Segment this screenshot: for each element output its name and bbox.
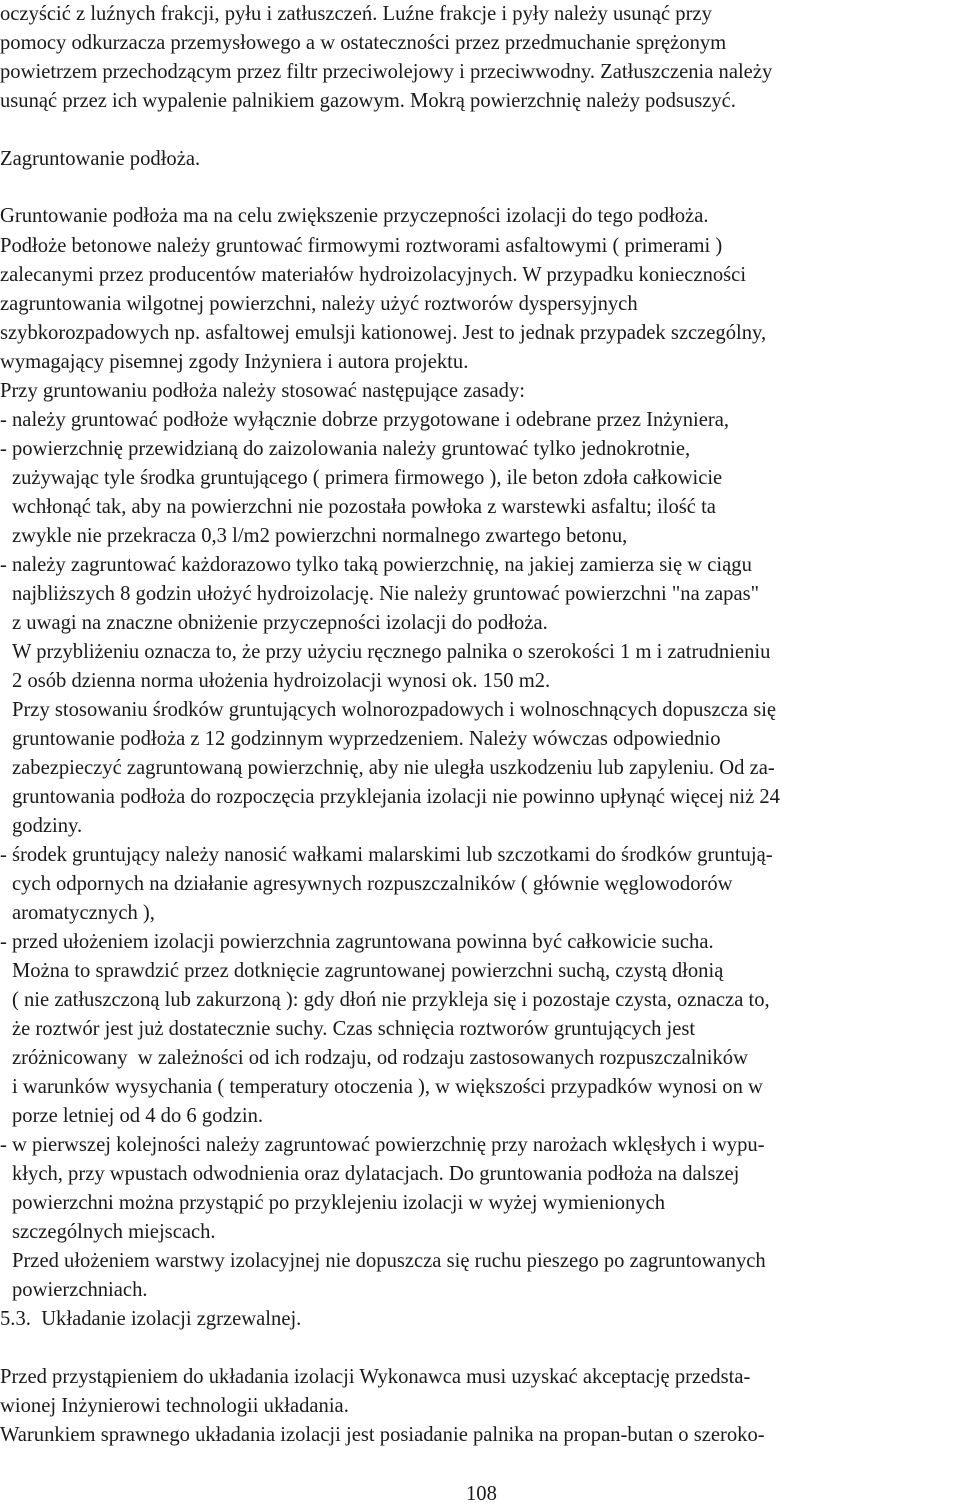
- text-line: najbliższych 8 godzin ułożyć hydroizolację. Nie należy gruntować powierzchni "na zapas": [12, 583, 760, 605]
- text-line: szczególnych miejscach.: [12, 1221, 216, 1243]
- text-line: Przy gruntowaniu podłoża należy stosować następujące zasady:: [0, 380, 525, 402]
- text-line: oczyścić z luźnych frakcji, pyłu i zatłuszczeń. Luźne frakcje i pyły należy usunąć przy: [0, 3, 712, 25]
- text-line: pomocy odkurzacza przemysłowego a w ostateczności przez przedmuchanie sprężonym: [0, 32, 727, 54]
- text-line: zabezpieczyć zagruntowaną powierzchnię, aby nie uległa uszkodzeniu lub zapyleniu. Od za-: [12, 757, 775, 779]
- text-line: zróżnicowany w zależności od ich rodzaju, od rodzaju zastosowanych rozpuszczalników: [12, 1047, 748, 1069]
- list-item: - powierzchnię przewidzianą do zaizolowania należy gruntować tylko jednokrotnie,: [0, 438, 691, 460]
- text-line: zagruntowania wilgotnej powierzchni, należy użyć roztworów dyspersyjnych: [0, 293, 638, 315]
- section-heading: 5.3. Układanie izolacji zgrzewalnej.: [0, 1308, 302, 1330]
- text-line: że roztwór jest już dostatecznie suchy. Czas schnięcia roztworów gruntujących jest: [12, 1018, 696, 1040]
- text-line: i warunków wysychania ( temperatury otoczenia ), w większości przypadków wynosi on w: [12, 1076, 763, 1098]
- text-line: zużywając tyle środka gruntującego ( primera firmowego ), ile beton zdoła całkowicie: [12, 467, 723, 489]
- text-line: powierzchniach.: [12, 1279, 148, 1301]
- text-line: Warunkiem sprawnego układania izolacji jest posiadanie palnika na propan-butan o szeroko-: [0, 1424, 765, 1446]
- text-line: zwykle nie przekracza 0,3 l/m2 powierzchni normalnego zwartego betonu,: [12, 525, 628, 547]
- text-line: cych odpornych na działanie agresywnych rozpuszczalników ( głównie węglowodorów: [12, 873, 733, 895]
- text-line: wionej Inżynierowi technologii układania.: [0, 1395, 349, 1417]
- text-line: ( nie zatłuszczoną lub zakurzoną ): gdy dłoń nie przykleja się i pozostaje czysta, oznacza to,: [12, 989, 770, 1011]
- text-line: wymagający pisemnej zgody Inżyniera i autora projektu.: [0, 351, 469, 373]
- text-line: 2 osób dzienna norma ułożenia hydroizolacji wynosi ok. 150 m2.: [12, 670, 551, 692]
- text-line: porze letniej od 4 do 6 godzin.: [12, 1105, 264, 1127]
- text-line: zalecanymi przez producentów materiałów hydroizolacyjnych. W przypadku konieczności: [0, 264, 747, 286]
- text-line: Przed ułożeniem warstwy izolacyjnej nie dopuszcza się ruchu pieszego po zagruntowanych: [12, 1250, 766, 1272]
- list-item: - w pierwszej kolejności należy zagruntować powierzchnię przy narożach wklęsłych i wypu-: [0, 1134, 765, 1156]
- text-line: Przy stosowaniu środków gruntujących wolnorozpadowych i wolnoschnących dopuszcza się: [12, 699, 777, 721]
- text-line: Podłoże betonowe należy gruntować firmowymi roztworami asfaltowymi ( primerami ): [0, 235, 723, 257]
- text-line: aromatycznych ),: [12, 902, 155, 924]
- list-item: - środek gruntujący należy nanosić wałkami malarskimi lub szczotkami do środków gruntują-: [0, 844, 773, 866]
- section-heading: Zagruntowanie podłoża.: [0, 148, 201, 170]
- text-line: kłych, przy wpustach odwodnienia oraz dylatacjach. Do gruntowania podłoża na dalszej: [12, 1163, 740, 1185]
- list-item: - należy zagruntować każdorazowo tylko taką powierzchnię, na jakiej zamierza się w ciągu: [0, 554, 752, 576]
- text-line: powierzchni można przystąpić po przyklejeniu izolacji w wyżej wymienionych: [12, 1192, 666, 1214]
- text-line: Można to sprawdzić przez dotknięcie zagruntowanej powierzchni suchą, czystą dłonią: [12, 960, 724, 982]
- text-line: szybkorozpadowych np. asfaltowej emulsji kationowej. Jest to jednak przypadek szczególny,: [0, 322, 767, 344]
- text-line: W przybliżeniu oznacza to, że przy użyciu ręcznego palnika o szerokości 1 m i zatrudnieniu: [12, 641, 771, 663]
- text-line: godziny.: [12, 815, 83, 837]
- text-line: powietrzem przechodzącym przez filtr przeciwolejowy i przeciwwodny. Zatłuszczenia należy: [0, 61, 773, 83]
- text-line: Przed przystąpieniem do układania izolacji Wykonawca musi uzyskać akceptację przedsta-: [0, 1366, 751, 1388]
- text-line: gruntowanie podłoża z 12 godzinnym wyprzedzeniem. Należy wówczas odpowiednio: [12, 728, 721, 750]
- text-line: Gruntowanie podłoża ma na celu zwiększenie przyczepności izolacji do tego podłoża.: [0, 205, 709, 227]
- text-line: z uwagi na znaczne obniżenie przyczepności izolacji do podłoża.: [12, 612, 548, 634]
- list-item: - przed ułożeniem izolacji powierzchnia zagruntowana powinna być całkowicie sucha.: [0, 931, 714, 953]
- page-number: 108: [466, 1483, 497, 1505]
- list-item: - należy gruntować podłoże wyłącznie dobrze przygotowane i odebrane przez Inżyniera,: [0, 409, 730, 431]
- text-line: wchłonąć tak, aby na powierzchni nie pozostała powłoka z warstewki asfaltu; ilość ta: [12, 496, 716, 518]
- text-line: gruntowania podłoża do rozpoczęcia przyklejania izolacji nie powinno upłynąć więcej niż 24: [12, 786, 780, 808]
- text-line: usunąć przez ich wypalenie palnikiem gazowym. Mokrą powierzchnię należy podsuszyć.: [0, 90, 736, 112]
